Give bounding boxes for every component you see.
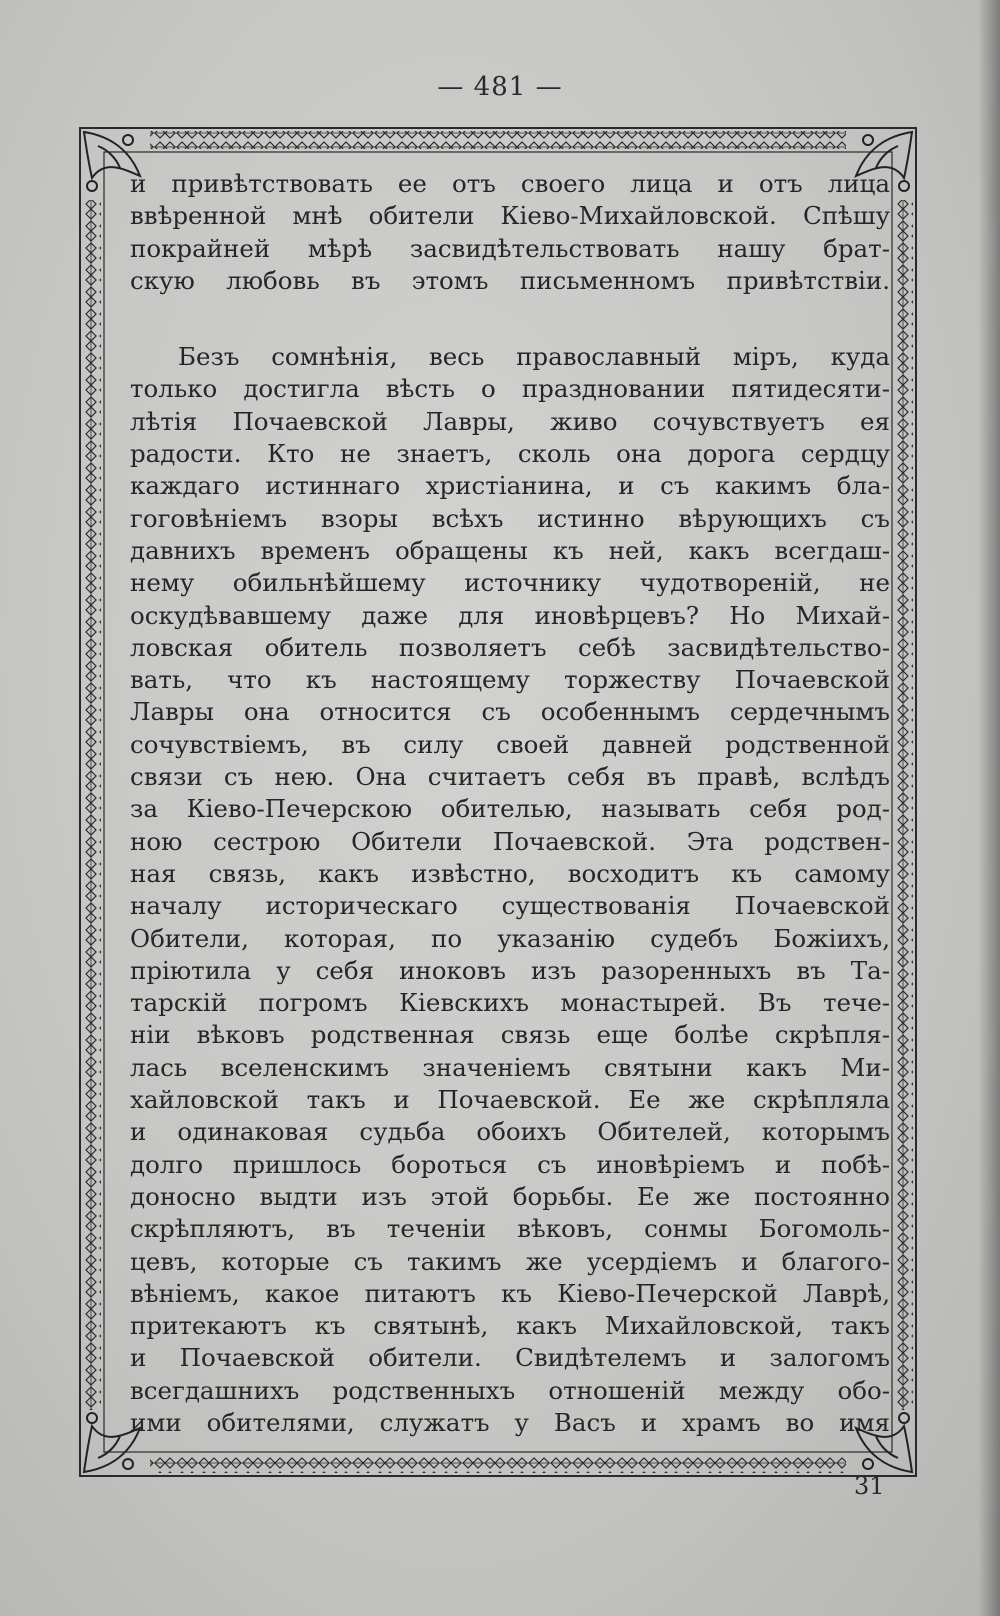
text-line: сочувствіемъ, въ силу своей давней родственной	[130, 729, 890, 759]
text-line: покрайней мѣрѣ засвидѣтельствовать нашу брат-	[130, 233, 890, 263]
text-line: Безъ сомнѣнія, весь православный міръ, куда	[178, 342, 890, 372]
text-line: ная связь, какъ извѣстно, восходитъ къ самому	[130, 858, 890, 888]
text-line: притекаютъ къ святынѣ, какъ Михайловской, такъ	[130, 1311, 890, 1341]
text-line: пріютила у себя иноковъ изъ разоренныхъ въ Та-	[130, 955, 890, 985]
signature-mark: 31	[854, 1472, 885, 1500]
text-line: и одинаковая судьба обоихъ Обителей, которымъ	[130, 1117, 890, 1147]
text-line: вать, что къ настоящему торжеству Почаевской	[130, 665, 890, 695]
text-line: лась вселенскимъ значеніемъ святыни какъ Ми-	[130, 1052, 890, 1082]
text-line: долго пришлось бороться съ иновѣріемъ и побѣ-	[130, 1149, 890, 1179]
text-line: связи съ нею. Она считаетъ себя въ правѣ, вслѣдъ	[130, 762, 890, 792]
border-right-band	[895, 200, 913, 1410]
text-line: хайловской такъ и Почаевской. Ее же скрѣпляла	[130, 1085, 890, 1115]
text-line: давнихъ временъ обращены къ ней, какъ всегдаш-	[130, 535, 890, 565]
text-line: и Почаевской обители. Свидѣтелемъ и залогомъ	[130, 1343, 890, 1373]
paragraph-gap	[130, 297, 890, 341]
text-line: оскудѣвавшему даже для иновѣрцевъ? Но Михай-	[130, 600, 890, 630]
text-line: вѣніемъ, какое питаютъ къ Кіево-Печерской Лаврѣ,	[130, 1278, 890, 1308]
text-line: радости. Кто не знаетъ, сколь она дорога сердцу	[130, 439, 890, 469]
text-line: ніи вѣковъ родственная связь еще болѣе скрѣпля-	[130, 1020, 890, 1050]
body-text	[130, 168, 890, 1439]
text-line: ловская обитель позволяетъ себѣ засвидѣтельство-	[130, 632, 890, 662]
text-line: и привѣтствовать ее отъ своего лица и отъ лица	[130, 169, 890, 198]
paragraph-1	[130, 168, 890, 297]
text-line: скрѣпляютъ, въ теченіи вѣковъ, сонмы Богомоль-	[130, 1214, 890, 1244]
text-line: всегдашнихъ родственныхъ отношеній между обо-	[130, 1375, 890, 1405]
text-line: скую любовь въ этомъ письменномъ привѣтствіи.	[130, 265, 890, 295]
text-line: Обители, которая, по указанію судебъ Божіихъ,	[130, 923, 890, 953]
text-line: ими обителями, служатъ у Васъ и храмъ во имя	[130, 1407, 890, 1437]
border-left-band	[83, 200, 101, 1410]
text-line: тарскій погромъ Кіевскихъ монастырей. Въ тече-	[130, 988, 890, 1018]
border-bottom-band	[150, 1455, 846, 1473]
text-line: доносно выдти изъ этой борьбы. Ее же постоянно	[130, 1181, 890, 1211]
text-line: гоговѣніемъ взоры всѣхъ истинно вѣрующихъ съ	[130, 503, 890, 533]
text-line: только достигла вѣсть о праздновании пятидесяти-	[130, 374, 890, 404]
text-line: ввѣренной мнѣ обители Кіево-Михайловской. Спѣшу	[130, 201, 890, 231]
text-line: каждаго истиннаго христіанина, и съ какимъ бла-	[130, 471, 890, 501]
text-line: началу историческаго существованія Почаевской	[130, 891, 890, 921]
border-top-band	[150, 131, 846, 149]
text-line: лѣтія Почаевской Лавры, живо сочувствуетъ ея	[130, 406, 890, 436]
text-line: ною сестрою Обители Почаевской. Эта родствен-	[130, 826, 890, 856]
text-line: нему обильнѣйшему источнику чудотвореній, не	[130, 568, 890, 598]
paragraph-2	[130, 341, 890, 1439]
page-number: — 481 —	[437, 72, 563, 102]
text-line: цевъ, которые съ такимъ же усердіемъ и благого-	[130, 1246, 890, 1276]
text-line: за Кіево-Печерскою обителью, называть себя род-	[130, 794, 890, 824]
text-line: Лавры она относится съ особеннымъ сердечнымъ	[130, 697, 890, 727]
